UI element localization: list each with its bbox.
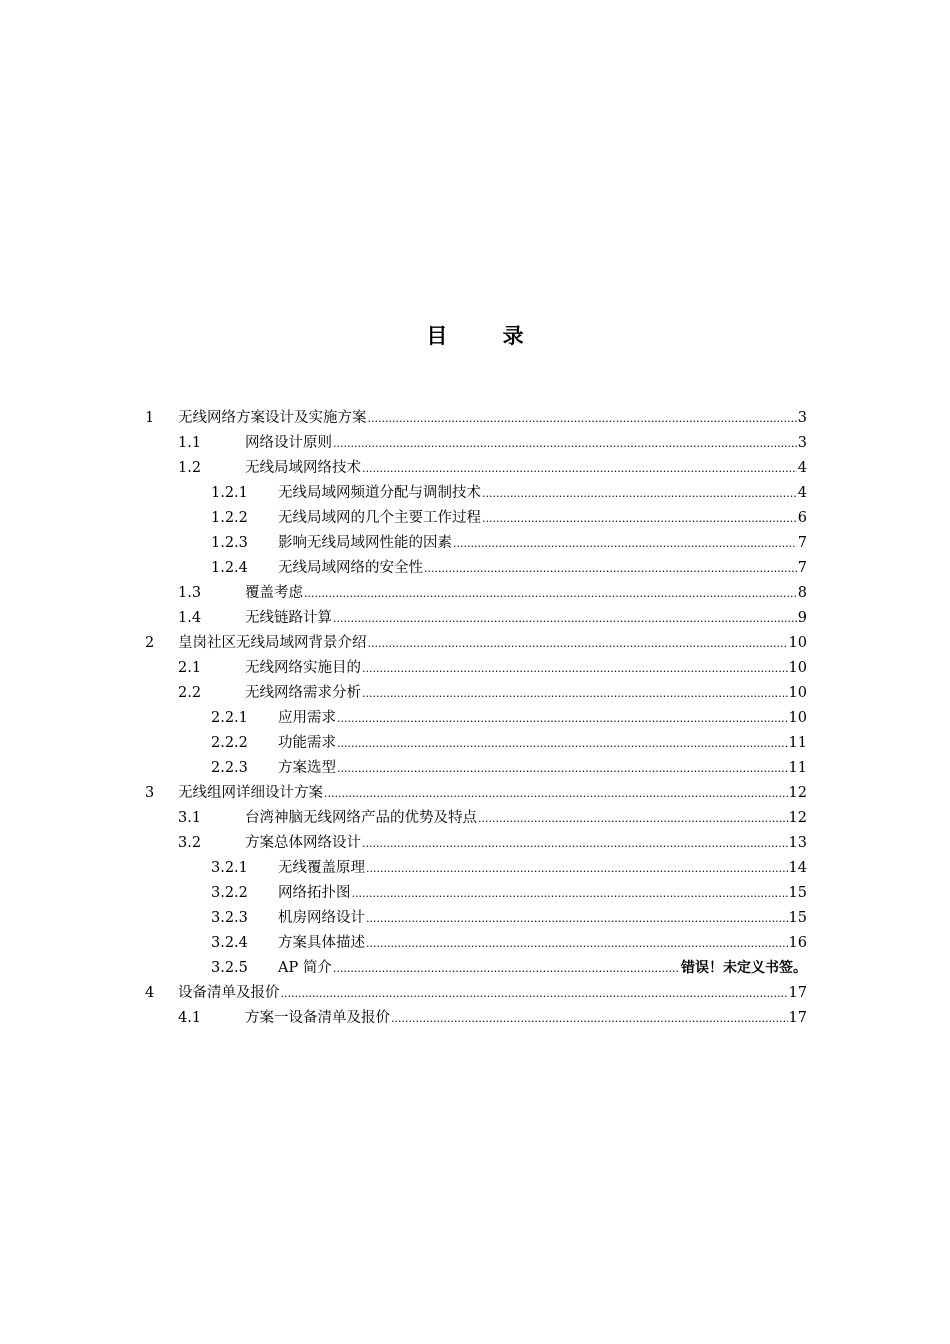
toc-entry[interactable] (145, 1006, 807, 1031)
toc-entry-title: AP 简介 (278, 960, 332, 976)
toc-entry-number: 3.1 (178, 810, 202, 826)
toc-entry-page-number: 8 (797, 585, 807, 601)
toc-dot-leader (337, 706, 788, 731)
toc-entry-title: 无线网络方案设计及实施方案 (178, 410, 367, 426)
toc-entry-title: 无线覆盖原理 (278, 860, 365, 876)
toc-entry[interactable] (145, 806, 807, 831)
toc-dot-leader (366, 906, 788, 931)
toc-entry-number: 2.2.3 (211, 760, 248, 776)
toc-dot-leader (478, 806, 788, 831)
toc-entry-number: 3.2.4 (211, 935, 248, 951)
toc-entry-page-number: 10 (788, 635, 807, 651)
toc-dot-leader (281, 981, 788, 1006)
toc-entry-number: 2.2.1 (211, 710, 248, 726)
toc-dot-leader (362, 681, 788, 706)
toc-entry[interactable] (145, 406, 807, 431)
toc-entry-number: 3.2 (178, 835, 202, 851)
toc-entry-error-message: 错误！未定义书签。 (681, 960, 807, 976)
toc-entry-title: 无线局域网络的安全性 (278, 560, 423, 576)
toc-entry-number: 3.2.3 (211, 910, 248, 926)
table-of-contents (145, 406, 807, 1031)
toc-entry-page-number: 10 (788, 710, 807, 726)
toc-entry-number: 2.2 (178, 685, 202, 701)
toc-entry-page-number: 3 (797, 410, 807, 426)
toc-dot-leader (362, 656, 788, 681)
toc-entry[interactable] (145, 456, 807, 481)
page-title: 目 录 (426, 323, 548, 348)
toc-entry-title: 无线链路计算 (245, 610, 332, 626)
toc-entry-title: 网络拓扑图 (278, 885, 351, 901)
toc-entry[interactable] (145, 881, 807, 906)
toc-entry-number: 2.2.2 (211, 735, 248, 751)
toc-entry-page-number: 4 (797, 460, 807, 476)
toc-entry[interactable] (145, 506, 807, 531)
toc-entry-title: 皇岗社区无线局域网背景介绍 (178, 635, 367, 651)
toc-entry[interactable] (145, 906, 807, 931)
toc-entry-number: 2.1 (178, 660, 202, 676)
toc-entry-page-number: 9 (797, 610, 807, 626)
toc-entry[interactable] (145, 956, 807, 981)
toc-entry[interactable] (145, 781, 807, 806)
toc-entry-page-number: 14 (788, 860, 807, 876)
toc-entry-page-number: 15 (788, 885, 807, 901)
toc-entry-page-number: 17 (788, 985, 807, 1001)
toc-entry-title: 无线局域网的几个主要工作过程 (278, 510, 481, 526)
toc-entry-title: 方案具体描述 (278, 935, 365, 951)
toc-entry-title: 无线局域网频道分配与调制技术 (278, 485, 481, 501)
toc-entry-title: 影响无线局域网性能的因素 (278, 535, 452, 551)
toc-dot-leader (337, 756, 788, 781)
toc-entry-number: 3 (145, 785, 155, 801)
toc-dot-leader (362, 456, 797, 481)
toc-entry-page-number: 7 (797, 535, 807, 551)
toc-entry-page-number: 13 (788, 835, 807, 851)
toc-entry-title: 方案选型 (278, 760, 336, 776)
toc-dot-leader (366, 856, 788, 881)
toc-dot-leader (324, 781, 788, 806)
toc-entry-number: 1 (145, 410, 155, 426)
toc-entry-number: 1.2 (178, 460, 202, 476)
toc-entry-number: 4 (145, 985, 155, 1001)
toc-entry-page-number: 3 (797, 435, 807, 451)
toc-entry-number: 1.2.3 (211, 535, 248, 551)
toc-entry-number: 3.2.2 (211, 885, 248, 901)
toc-entry-page-number: 7 (797, 560, 807, 576)
toc-entry-title: 无线网络需求分析 (245, 685, 361, 701)
toc-entry-title: 网络设计原则 (245, 435, 332, 451)
toc-dot-leader (391, 1006, 788, 1031)
toc-entry-title: 方案一设备清单及报价 (245, 1010, 390, 1026)
toc-entry[interactable] (145, 656, 807, 681)
toc-entry[interactable] (145, 731, 807, 756)
toc-entry[interactable] (145, 631, 807, 656)
toc-dot-leader (366, 931, 788, 956)
toc-entry[interactable] (145, 981, 807, 1006)
toc-entry-number: 1.2.1 (211, 485, 248, 501)
toc-entry-title: 功能需求 (278, 735, 336, 751)
toc-dot-leader (333, 431, 797, 456)
toc-entry-page-number: 15 (788, 910, 807, 926)
toc-entry-number: 1.1 (178, 435, 202, 451)
toc-entry-title: 方案总体网络设计 (245, 835, 361, 851)
toc-entry-number: 4.1 (178, 1010, 202, 1026)
toc-entry-title: 无线组网详细设计方案 (178, 785, 323, 801)
toc-dot-leader (333, 956, 680, 981)
toc-entry-page-number: 12 (788, 810, 807, 826)
toc-entry[interactable] (145, 856, 807, 881)
toc-entry-page-number: 6 (797, 510, 807, 526)
toc-entry-title: 应用需求 (278, 710, 336, 726)
toc-dot-leader (453, 531, 797, 556)
toc-entry-title: 无线局域网络技术 (245, 460, 361, 476)
toc-entry-number: 1.2.2 (211, 510, 248, 526)
toc-entry[interactable] (145, 481, 807, 506)
toc-dot-leader (482, 506, 797, 531)
toc-entry-title: 覆盖考虑 (245, 585, 303, 601)
toc-dot-leader (362, 831, 788, 856)
toc-entry-page-number: 4 (797, 485, 807, 501)
toc-entry-page-number: 17 (788, 1010, 807, 1026)
toc-entry-title: 台湾神脑无线网络产品的优势及特点 (245, 810, 477, 826)
toc-entry-page-number: 12 (788, 785, 807, 801)
toc-entry[interactable] (145, 706, 807, 731)
toc-entry-page-number: 16 (788, 935, 807, 951)
toc-entry-number: 1.3 (178, 585, 202, 601)
toc-dot-leader (368, 406, 797, 431)
toc-dot-leader (333, 606, 797, 631)
toc-dot-leader (482, 481, 797, 506)
toc-dot-leader (304, 581, 797, 606)
toc-dot-leader (337, 731, 788, 756)
toc-entry-page-number: 11 (788, 760, 807, 776)
toc-dot-leader (368, 631, 788, 656)
toc-entry-number: 1.4 (178, 610, 202, 626)
toc-entry[interactable] (145, 431, 807, 456)
toc-entry-page-number: 11 (788, 735, 807, 751)
toc-entry[interactable] (145, 931, 807, 956)
toc-entry-number: 2 (145, 635, 155, 651)
toc-dot-leader (352, 881, 788, 906)
toc-entry[interactable] (145, 756, 807, 781)
toc-entry-title: 设备清单及报价 (178, 985, 280, 1001)
toc-entry-number: 1.2.4 (211, 560, 248, 576)
toc-entry-number: 3.2.1 (211, 860, 248, 876)
toc-entry[interactable] (145, 531, 807, 556)
toc-entry-title: 无线网络实施目的 (245, 660, 361, 676)
toc-entry[interactable] (145, 581, 807, 606)
toc-entry-title: 机房网络设计 (278, 910, 365, 926)
toc-entry[interactable] (145, 606, 807, 631)
toc-entry-number: 3.2.5 (211, 960, 248, 976)
toc-entry[interactable] (145, 556, 807, 581)
toc-dot-leader (424, 556, 797, 581)
toc-entry-page-number: 10 (788, 685, 807, 701)
toc-entry-page-number: 10 (788, 660, 807, 676)
toc-entry[interactable] (145, 831, 807, 856)
toc-entry[interactable] (145, 681, 807, 706)
